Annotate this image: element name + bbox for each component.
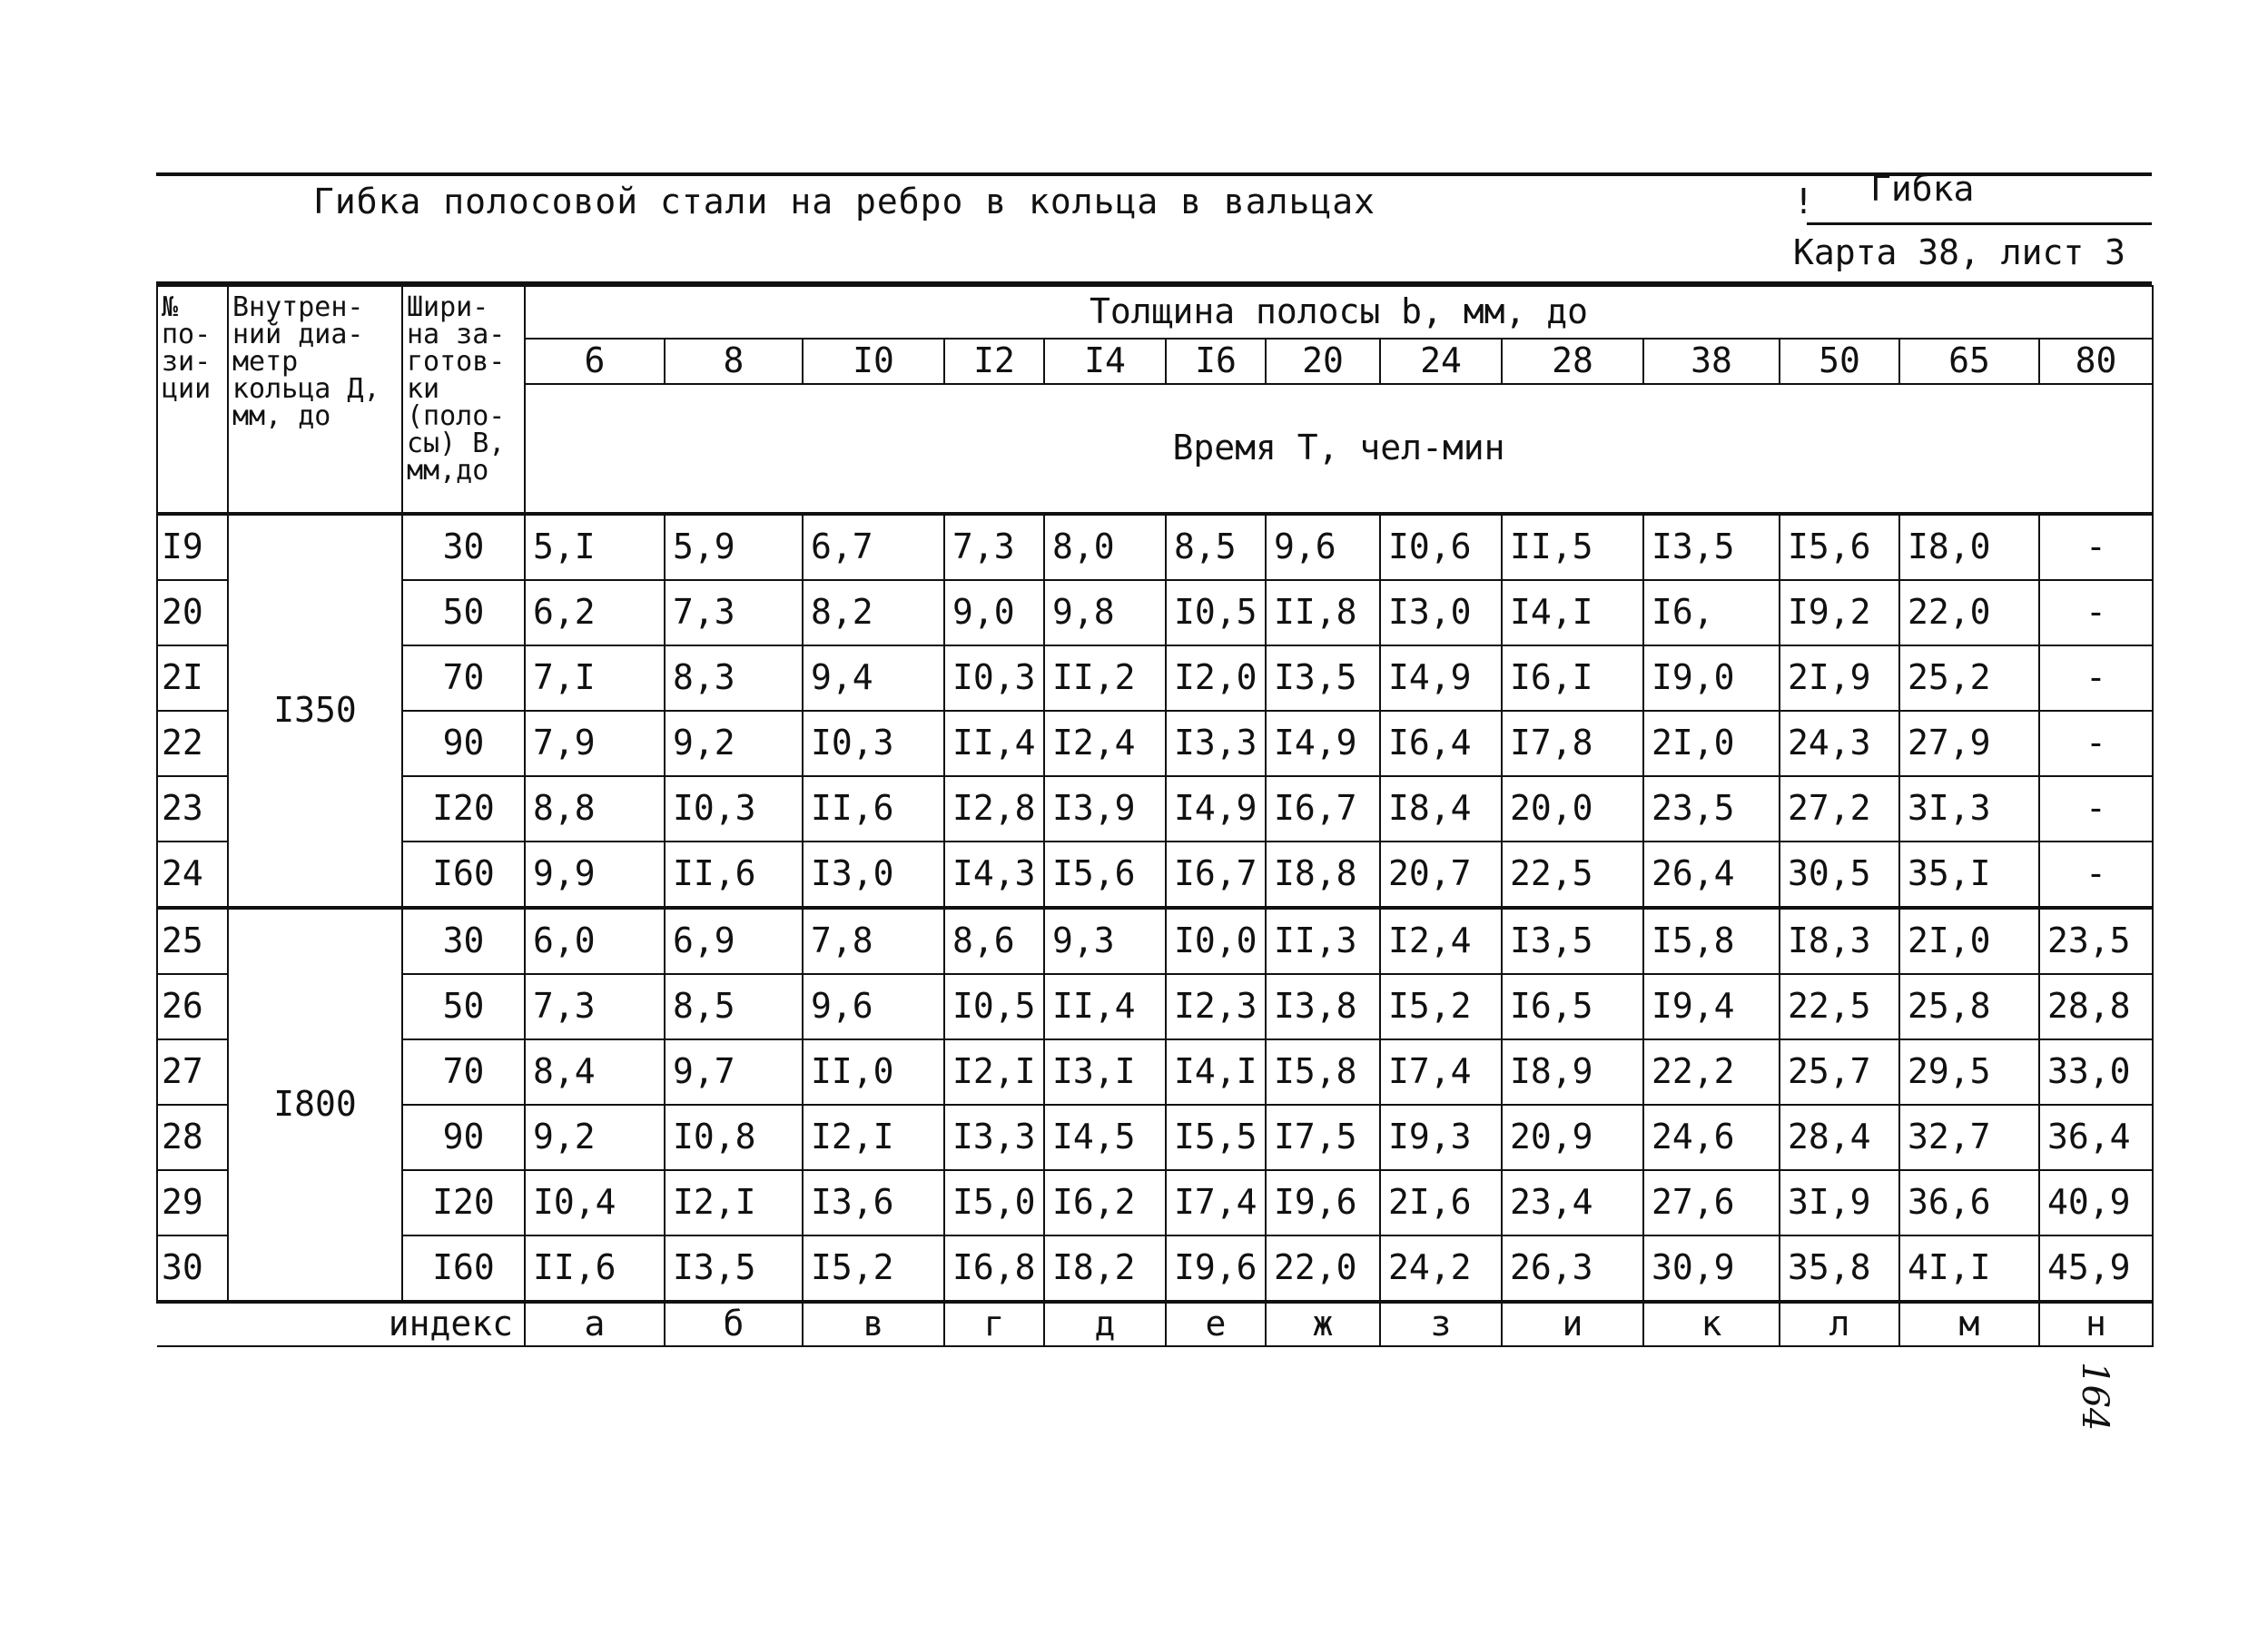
time-value-cell: I6, — [1643, 580, 1780, 645]
table-row — [157, 776, 2153, 842]
time-value-cell: II,2 — [1044, 645, 1166, 711]
time-value-cell: 6,7 — [803, 514, 944, 580]
time-value-cell: 9,6 — [1266, 514, 1380, 580]
time-value-cell: I5,8 — [1643, 908, 1780, 974]
time-value-cell: I6,8 — [944, 1235, 1044, 1302]
position-cell: 30 — [157, 1235, 228, 1302]
width-cell: 70 — [402, 1039, 525, 1105]
time-value-cell: I9,2 — [1780, 580, 1899, 645]
time-value-cell: I4,3 — [944, 842, 1044, 908]
time-value-cell: 8,4 — [525, 1039, 665, 1105]
thickness-value: 80 — [2039, 339, 2153, 384]
time-value-cell: I5,2 — [1380, 974, 1502, 1039]
time-value-cell: I6,4 — [1380, 711, 1502, 776]
time-value-cell: I3,5 — [665, 1235, 803, 1302]
time-value-cell: I5,6 — [1780, 514, 1899, 580]
time-value-cell: 9,2 — [665, 711, 803, 776]
time-value-cell: I2,4 — [1044, 711, 1166, 776]
table-row — [157, 908, 2153, 974]
time-value-cell: I0,5 — [1166, 580, 1266, 645]
time-value-cell: 9,6 — [803, 974, 944, 1039]
time-value-cell: I3,5 — [1643, 514, 1780, 580]
time-value-cell: 8,5 — [1166, 514, 1266, 580]
thickness-value: 6 — [525, 339, 665, 384]
time-value-cell: 22,0 — [1266, 1235, 1380, 1302]
time-value-cell: I4,9 — [1266, 711, 1380, 776]
position-cell: 20 — [157, 580, 228, 645]
time-value-cell: - — [2039, 776, 2153, 842]
time-value-cell: I5,5 — [1166, 1105, 1266, 1170]
time-value-cell: 8,5 — [665, 974, 803, 1039]
position-cell: 22 — [157, 711, 228, 776]
card-reference: Карта 38, лист 3 — [1793, 232, 2126, 272]
time-value-cell: I0,4 — [525, 1170, 665, 1235]
time-value-cell: 24,2 — [1380, 1235, 1502, 1302]
width-cell: 50 — [402, 974, 525, 1039]
time-value-cell: - — [2039, 842, 2153, 908]
time-value-cell: I3,0 — [1380, 580, 1502, 645]
time-value-cell: I3,5 — [1266, 645, 1380, 711]
time-value-cell: 24,6 — [1643, 1105, 1780, 1170]
time-value-cell: II,8 — [1266, 580, 1380, 645]
index-letter: б — [665, 1302, 803, 1346]
time-value-cell: II,0 — [803, 1039, 944, 1105]
time-value-cell: I8,4 — [1380, 776, 1502, 842]
time-value-cell: 7,8 — [803, 908, 944, 974]
time-value-cell: 9,4 — [803, 645, 944, 711]
time-value-cell: 7,9 — [525, 711, 665, 776]
thickness-value: 8 — [665, 339, 803, 384]
index-label: индекс — [157, 1302, 525, 1346]
time-value-cell: 35,8 — [1780, 1235, 1899, 1302]
time-value-cell: I6,I — [1502, 645, 1643, 711]
time-value-cell: 9,7 — [665, 1039, 803, 1105]
time-value-cell: 3I,3 — [1899, 776, 2039, 842]
time-value-cell: 25,8 — [1899, 974, 2039, 1039]
col-width-header: Шири-на за-готов-ки (поло-сы) В, мм,до — [402, 286, 525, 514]
table-row — [157, 580, 2153, 645]
time-value-cell: I2,I — [944, 1039, 1044, 1105]
time-value-cell: I3,9 — [1044, 776, 1166, 842]
time-value-cell: I0,0 — [1166, 908, 1266, 974]
time-value-cell: 7,3 — [944, 514, 1044, 580]
section-rule — [1807, 222, 2152, 225]
width-cell: I60 — [402, 1235, 525, 1302]
time-value-cell: II,4 — [1044, 974, 1166, 1039]
time-value-cell: I3,6 — [803, 1170, 944, 1235]
index-letter: е — [1166, 1302, 1266, 1346]
index-letter: д — [1044, 1302, 1166, 1346]
position-cell: 26 — [157, 974, 228, 1039]
width-cell: 30 — [402, 514, 525, 580]
position-cell: 27 — [157, 1039, 228, 1105]
time-value-cell: 20,0 — [1502, 776, 1643, 842]
time-value-cell: 28,8 — [2039, 974, 2153, 1039]
time-value-cell: 35,I — [1899, 842, 2039, 908]
time-value-cell: I9,0 — [1643, 645, 1780, 711]
col-pos-header: № по-зи-ции — [157, 286, 228, 514]
time-value-cell: I5,8 — [1266, 1039, 1380, 1105]
time-value-cell: I2,I — [665, 1170, 803, 1235]
width-cell: 30 — [402, 908, 525, 974]
position-cell: 2I — [157, 645, 228, 711]
table-row — [157, 842, 2153, 908]
table-body — [157, 286, 2153, 1346]
time-value-cell: 4I,I — [1899, 1235, 2039, 1302]
width-cell: 90 — [402, 1105, 525, 1170]
time-value-cell: II,3 — [1266, 908, 1380, 974]
time-value-cell: I2,4 — [1380, 908, 1502, 974]
time-value-cell: 7,3 — [665, 580, 803, 645]
time-value-cell: I9,6 — [1266, 1170, 1380, 1235]
thickness-caption-row — [157, 286, 2153, 339]
time-value-cell: I4,I — [1166, 1039, 1266, 1105]
table-row — [157, 514, 2153, 580]
time-value-cell: I2,I — [803, 1105, 944, 1170]
time-value-cell: 5,9 — [665, 514, 803, 580]
time-value-cell: 40,9 — [2039, 1170, 2153, 1235]
index-letter: а — [525, 1302, 665, 1346]
table-row — [157, 711, 2153, 776]
table-row — [157, 974, 2153, 1039]
index-letter: и — [1502, 1302, 1643, 1346]
time-value-cell: I0,6 — [1380, 514, 1502, 580]
time-value-cell: 9,8 — [1044, 580, 1166, 645]
time-value-cell: 29,5 — [1899, 1039, 2039, 1105]
table-row — [157, 1105, 2153, 1170]
position-cell: 24 — [157, 842, 228, 908]
table-row — [157, 645, 2153, 711]
time-value-cell: II,6 — [665, 842, 803, 908]
thickness-value: 28 — [1502, 339, 1643, 384]
col-diameter-header: Внутрен-ний диа-метр кольца Д, мм, до — [228, 286, 402, 514]
time-value-cell: I6,2 — [1044, 1170, 1166, 1235]
time-value-cell: 26,4 — [1643, 842, 1780, 908]
time-value-cell: II,6 — [525, 1235, 665, 1302]
position-cell: I9 — [157, 514, 228, 580]
time-value-cell: 36,4 — [2039, 1105, 2153, 1170]
index-letter: м — [1899, 1302, 2039, 1346]
width-cell: I20 — [402, 1170, 525, 1235]
thickness-value: I0 — [803, 339, 944, 384]
position-cell: 28 — [157, 1105, 228, 1170]
time-value-cell: 45,9 — [2039, 1235, 2153, 1302]
time-value-cell: I2,3 — [1166, 974, 1266, 1039]
time-value-cell: 22,0 — [1899, 580, 2039, 645]
time-value-cell: I3,0 — [803, 842, 944, 908]
time-value-cell: 2I,6 — [1380, 1170, 1502, 1235]
time-value-cell: 30,5 — [1780, 842, 1899, 908]
thickness-value: I4 — [1044, 339, 1166, 384]
document-title: Гибка полосовой стали на ребро в кольца в вальцах — [313, 182, 1376, 221]
time-value-cell: 27,6 — [1643, 1170, 1780, 1235]
thickness-value: 38 — [1643, 339, 1780, 384]
time-value-cell: I8,9 — [1502, 1039, 1643, 1105]
time-value-cell: 36,6 — [1899, 1170, 2039, 1235]
time-value-cell: I9,4 — [1643, 974, 1780, 1039]
top-rule — [156, 172, 2152, 176]
time-value-cell: 9,3 — [1044, 908, 1166, 974]
time-value-cell: I0,8 — [665, 1105, 803, 1170]
time-value-cell: - — [2039, 711, 2153, 776]
time-value-cell: I4,9 — [1380, 645, 1502, 711]
position-cell: 29 — [157, 1170, 228, 1235]
time-value-cell: 22,5 — [1502, 842, 1643, 908]
time-value-cell: II,5 — [1502, 514, 1643, 580]
time-value-cell: I4,I — [1502, 580, 1643, 645]
time-value-cell: I9,6 — [1166, 1235, 1266, 1302]
time-value-cell: 24,3 — [1780, 711, 1899, 776]
time-value-cell: 5,I — [525, 514, 665, 580]
separator-mark: ! — [1793, 182, 1814, 221]
width-cell: I20 — [402, 776, 525, 842]
time-value-cell: I4,5 — [1044, 1105, 1166, 1170]
time-value-cell: I3,I — [1044, 1039, 1166, 1105]
time-value-cell: 25,7 — [1780, 1039, 1899, 1105]
index-letter: ж — [1266, 1302, 1380, 1346]
index-letter: з — [1380, 1302, 1502, 1346]
time-value-cell: I8,3 — [1780, 908, 1899, 974]
time-value-cell: 8,2 — [803, 580, 944, 645]
time-value-cell: 22,2 — [1643, 1039, 1780, 1105]
time-value-cell: 20,9 — [1502, 1105, 1643, 1170]
time-value-cell: I7,8 — [1502, 711, 1643, 776]
time-value-cell: 8,8 — [525, 776, 665, 842]
time-value-cell: 8,3 — [665, 645, 803, 711]
time-value-cell: I7,4 — [1380, 1039, 1502, 1105]
time-value-cell: 2I,9 — [1780, 645, 1899, 711]
time-value-cell: 23,4 — [1502, 1170, 1643, 1235]
time-value-cell: I6,5 — [1502, 974, 1643, 1039]
time-value-cell: 20,7 — [1380, 842, 1502, 908]
time-value-cell: 32,7 — [1899, 1105, 2039, 1170]
time-value-cell: I0,5 — [944, 974, 1044, 1039]
thickness-value: 65 — [1899, 339, 2039, 384]
index-letter: л — [1780, 1302, 1899, 1346]
time-value-cell: I5,0 — [944, 1170, 1044, 1235]
time-value-cell: I7,4 — [1166, 1170, 1266, 1235]
index-letter: в — [803, 1302, 944, 1346]
width-cell: I60 — [402, 842, 525, 908]
width-cell: 70 — [402, 645, 525, 711]
time-value-cell: II,4 — [944, 711, 1044, 776]
time-value-cell: I5,2 — [803, 1235, 944, 1302]
time-value-cell: I2,0 — [1166, 645, 1266, 711]
norms-table — [156, 285, 2154, 1347]
time-value-cell: 28,4 — [1780, 1105, 1899, 1170]
diameter-cell: I350 — [228, 514, 402, 908]
thickness-value: I2 — [944, 339, 1044, 384]
time-value-cell: I3,5 — [1502, 908, 1643, 974]
time-value-cell: 8,0 — [1044, 514, 1166, 580]
section-name: Гибка — [1870, 169, 1975, 209]
time-value-cell: 7,3 — [525, 974, 665, 1039]
table-row — [157, 1039, 2153, 1105]
index-letter: н — [2039, 1302, 2153, 1346]
index-letter: г — [944, 1302, 1044, 1346]
time-value-cell: I4,9 — [1166, 776, 1266, 842]
time-value-cell: I2,8 — [944, 776, 1044, 842]
time-value-cell: I3,8 — [1266, 974, 1380, 1039]
time-value-cell: 7,I — [525, 645, 665, 711]
time-value-cell: I3,3 — [1166, 711, 1266, 776]
time-header: Время Т, чел-мин — [525, 384, 2153, 514]
time-value-cell: I0,3 — [665, 776, 803, 842]
page-number: 164 — [2074, 1362, 2115, 1432]
time-value-cell: I0,3 — [944, 645, 1044, 711]
time-value-cell: I7,5 — [1266, 1105, 1380, 1170]
position-cell: 23 — [157, 776, 228, 842]
position-cell: 25 — [157, 908, 228, 974]
time-value-cell: I0,3 — [803, 711, 944, 776]
thickness-value: 24 — [1380, 339, 1502, 384]
time-value-cell: 2I,0 — [1899, 908, 2039, 974]
table-row — [157, 1170, 2153, 1235]
time-value-cell: 2I,0 — [1643, 711, 1780, 776]
time-value-cell: 6,9 — [665, 908, 803, 974]
width-cell: 50 — [402, 580, 525, 645]
time-value-cell: 26,3 — [1502, 1235, 1643, 1302]
time-value-cell: 33,0 — [2039, 1039, 2153, 1105]
time-value-cell: 9,9 — [525, 842, 665, 908]
time-value-cell: I3,3 — [944, 1105, 1044, 1170]
time-value-cell: I6,7 — [1166, 842, 1266, 908]
time-value-cell: 23,5 — [1643, 776, 1780, 842]
time-value-cell: - — [2039, 514, 2153, 580]
time-value-cell: 23,5 — [2039, 908, 2153, 974]
index-letter: к — [1643, 1302, 1780, 1346]
time-value-cell: 9,2 — [525, 1105, 665, 1170]
width-cell: 90 — [402, 711, 525, 776]
time-value-cell: 6,2 — [525, 580, 665, 645]
time-value-cell: 30,9 — [1643, 1235, 1780, 1302]
diameter-cell: I800 — [228, 908, 402, 1302]
thickness-value: 50 — [1780, 339, 1899, 384]
time-value-cell: - — [2039, 580, 2153, 645]
time-value-cell: 8,6 — [944, 908, 1044, 974]
time-value-cell: 22,5 — [1780, 974, 1899, 1039]
time-value-cell: 27,2 — [1780, 776, 1899, 842]
time-value-cell: I8,8 — [1266, 842, 1380, 908]
time-value-cell: II,6 — [803, 776, 944, 842]
time-value-cell: I9,3 — [1380, 1105, 1502, 1170]
time-value-cell: I6,7 — [1266, 776, 1380, 842]
time-value-cell: - — [2039, 645, 2153, 711]
time-value-cell: I5,6 — [1044, 842, 1166, 908]
time-value-cell: 25,2 — [1899, 645, 2039, 711]
table-row — [157, 1235, 2153, 1302]
time-value-cell: 3I,9 — [1780, 1170, 1899, 1235]
time-value-cell: 9,0 — [944, 580, 1044, 645]
thickness-value: I6 — [1166, 339, 1266, 384]
thickness-value: 20 — [1266, 339, 1380, 384]
time-value-cell: I8,0 — [1899, 514, 2039, 580]
thickness-header: Толщина полосы b, мм, до — [525, 286, 2153, 339]
time-value-cell: 27,9 — [1899, 711, 2039, 776]
index-row — [157, 1302, 2153, 1346]
time-value-cell: 6,0 — [525, 908, 665, 974]
time-value-cell: I8,2 — [1044, 1235, 1166, 1302]
